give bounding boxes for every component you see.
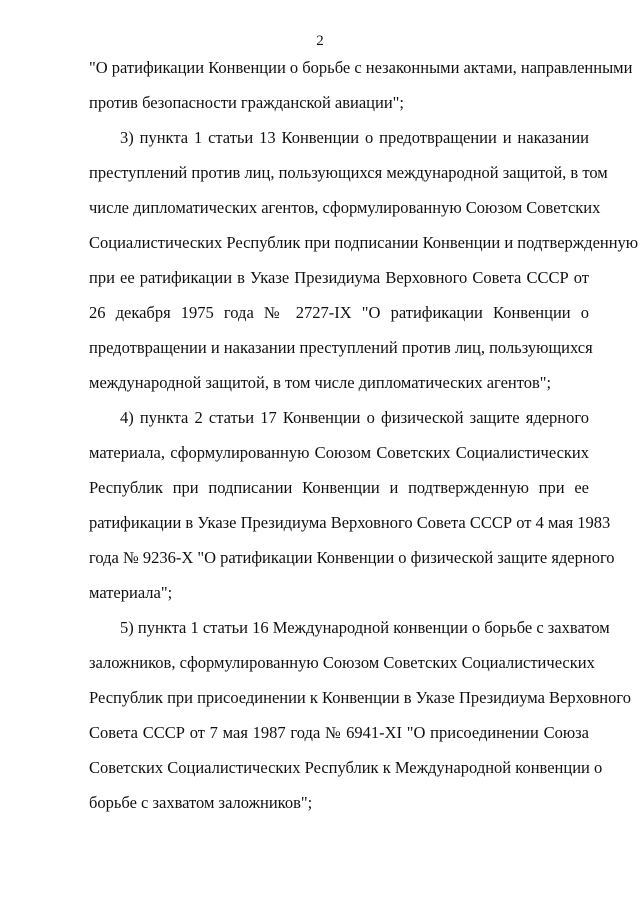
text-line: ратификации в Указе Президиума Верховного Совета СССР от 4 мая 1983 bbox=[89, 513, 611, 532]
text-line: года № 9236-Х "О ратификации Конвенции о физической защите ядерного bbox=[89, 548, 615, 567]
text-line: борьбе с захватом заложников"; bbox=[89, 793, 313, 812]
text-line: материала, сформулированную Союзом Советских Социалистических bbox=[89, 443, 589, 462]
text-line: 4) пункта 2 статьи 17 Конвенции о физической защите ядерного bbox=[120, 408, 589, 427]
text-line: против безопасности гражданской авиации"; bbox=[89, 93, 404, 112]
text-line: 5) пункта 1 статьи 16 Международной конвенции о борьбе с захватом bbox=[120, 618, 610, 637]
text-line: материала"; bbox=[89, 583, 173, 602]
text-line: "О ратификации Конвенции о борьбе с незаконными актами, направленными bbox=[89, 58, 633, 77]
page-number: 2 bbox=[316, 33, 324, 49]
text-line: Советских Социалистических Республик к Международной конвенции о bbox=[89, 758, 603, 777]
text-line: 26 декабря 1975 года № 2727-IX "О ратификации Конвенции о bbox=[89, 303, 589, 322]
text-line: 3) пункта 1 статьи 13 Конвенции о предотвращении и наказании bbox=[120, 128, 589, 147]
text-line: Совета СССР от 7 мая 1987 года № 6941-XI "О присоединении Союза bbox=[89, 723, 589, 742]
text-line: числе дипломатических агентов, сформулированную Союзом Советских bbox=[89, 198, 601, 217]
text-line: Республик при подписании Конвенции и подтвержденную при ее bbox=[89, 478, 589, 497]
text-line: при ее ратификации в Указе Президиума Верховного Совета СССР от bbox=[89, 268, 589, 287]
text-line: Социалистических Республик при подписании Конвенции и подтвержденную bbox=[89, 233, 639, 252]
text-line: преступлений против лиц, пользующихся международной защитой, в том bbox=[89, 163, 608, 182]
text-line: международной защитой, в том числе дипломатических агентов"; bbox=[89, 373, 552, 392]
text-line: заложников, сформулированную Союзом Советских Социалистических bbox=[89, 653, 595, 672]
text-line: предотвращении и наказании преступлений против лиц, пользующихся bbox=[89, 338, 593, 357]
text-line: Республик при присоединении к Конвенции в Указе Президиума Верховного bbox=[89, 688, 631, 707]
